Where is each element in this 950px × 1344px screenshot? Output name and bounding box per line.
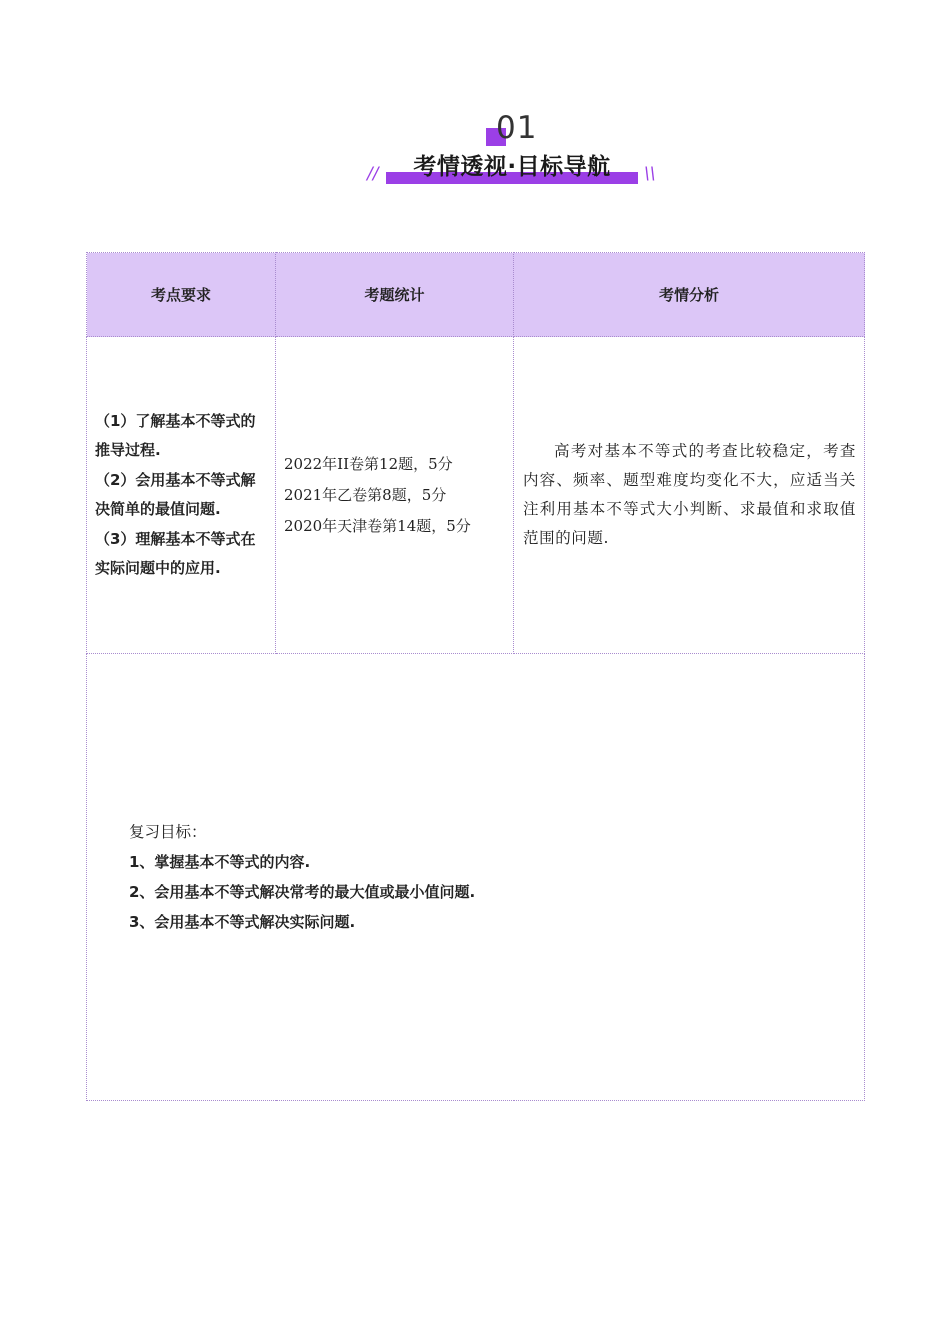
requirement-item: （2）会用基本不等式解决简单的最值问题. bbox=[95, 470, 256, 518]
table-row bbox=[87, 337, 865, 654]
analysis-text: 高考对基本不等式的考查比较稳定，考查内容、频率、题型难度均变化不大，应适当关注利用基本不等式大小判断、求最值和求取值范围的问题. bbox=[523, 442, 856, 547]
slash-decoration-right: \\ bbox=[644, 164, 656, 184]
requirements-cell bbox=[87, 337, 276, 654]
exam-analysis-table bbox=[86, 252, 865, 1101]
goal-item: 2、会用基本不等式解决常考的最大值或最小值问题. bbox=[129, 883, 476, 901]
column-header-requirements: 考点要求 bbox=[87, 253, 276, 337]
column-header-analysis: 考情分析 bbox=[514, 253, 865, 337]
section-title: 考情透视·目标导航 bbox=[413, 154, 611, 180]
goal-item: 3、会用基本不等式解决实际问题. bbox=[129, 913, 356, 931]
table-header-row bbox=[87, 253, 865, 337]
requirement-item: （1）了解基本不等式的推导过程. bbox=[95, 411, 256, 459]
requirement-item: （3）理解基本不等式在实际问题中的应用. bbox=[95, 529, 256, 577]
analysis-cell bbox=[514, 337, 865, 654]
statistic-item: 2020年天津卷第14题，5分 bbox=[284, 516, 471, 535]
statistic-item: 2022年II卷第12题，5分 bbox=[284, 454, 453, 473]
goals-row bbox=[87, 654, 865, 1101]
slash-decoration-left: // bbox=[367, 164, 379, 184]
review-goals-cell bbox=[87, 654, 865, 1101]
goals-title: 复习目标： bbox=[129, 823, 207, 841]
statistic-item: 2021年乙卷第8题，5分 bbox=[284, 485, 447, 504]
section-header bbox=[0, 108, 950, 198]
column-header-statistics: 考题统计 bbox=[276, 253, 514, 337]
section-number: 01 bbox=[496, 110, 538, 146]
goal-item: 1、掌握基本不等式的内容. bbox=[129, 853, 311, 871]
statistics-cell bbox=[276, 337, 514, 654]
